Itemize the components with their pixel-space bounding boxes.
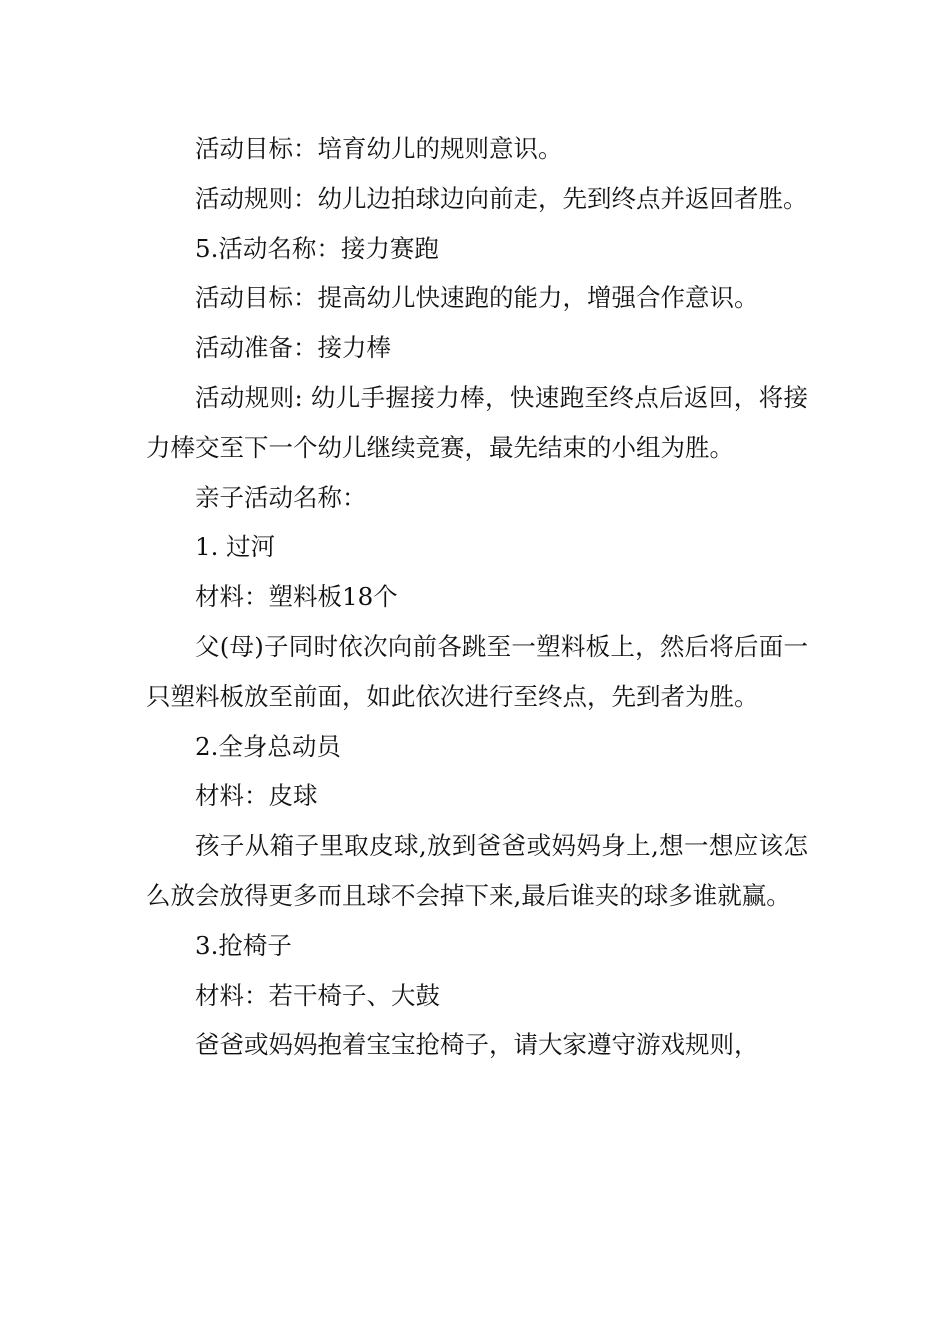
section-heading: 2.全身总动员	[195, 731, 341, 761]
paragraph: 父(母)子同时依次向前各跳至一塑料板上，然后将后面一只塑料板放至前面，如此依次进行至终点，先到者为胜。	[146, 631, 808, 711]
paragraph: 材料：皮球	[195, 781, 318, 811]
paragraph: 活动目标：培育幼儿的规则意识。	[195, 134, 563, 163]
paragraph: 活动准备：接力棒	[195, 333, 391, 363]
paragraph: 活动目标：提高幼儿快速跑的能力，增强合作意识。	[195, 283, 759, 313]
paragraph: 爸爸或妈妈抱着宝宝抢椅子，请大家遵守游戏规则，	[195, 1030, 759, 1060]
paragraph: 材料：若干椅子、大鼓	[195, 980, 440, 1010]
section-heading: 1. 过河	[195, 532, 276, 562]
paragraph: 材料：塑料板18个	[195, 582, 398, 612]
paragraph: 孩子从箱子里取皮球,放到爸爸或妈妈身上,想一想应该怎么放会放得更多而且球不会掉下来,最后谁夹的球多谁就赢。	[146, 831, 808, 910]
section-heading: 5.活动名称：接力赛跑	[195, 233, 439, 263]
paragraph: 活动规则: 幼儿手握接力棒，快速跑至终点后返回，将接力棒交至下一个幼儿继续竞赛，最先结束的小组为胜。	[146, 382, 808, 462]
section-heading: 3.抢椅子	[195, 930, 292, 960]
section-heading: 亲子活动名称：	[195, 482, 367, 512]
paragraph: 活动规则：幼儿边拍球边向前走，先到终点并返回者胜。	[195, 183, 808, 213]
document-body	[146, 124, 808, 1070]
